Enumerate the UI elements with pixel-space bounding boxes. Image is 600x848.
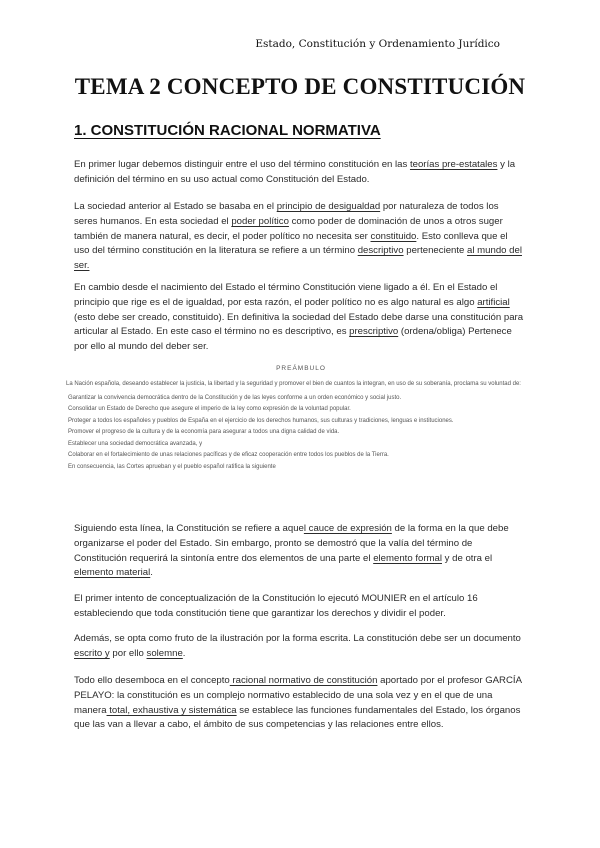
preamble-title: PREÁMBULO [276,365,326,372]
paragraph-4 [74,522,524,581]
underlined-term: al mundo del ser. [74,245,522,272]
preamble-item: Consolidar un Estado de Derecho que asegure el imperio de la ley como expresión de la voluntad popular. [68,406,351,412]
preamble-item: Promover el progreso de la cultura y de la economía para asegurar a todos una digna calidad de vida. [68,429,340,435]
underlined-term: constituido [370,230,417,242]
text-run: perteneciente [403,245,468,257]
text-run: . [150,567,153,579]
paragraph-1 [74,158,524,188]
preamble-item: Proteger a todos los españoles y pueblos de España en el ejercicio de los derechos humanos, sus culturas y tradiciones, lenguas e instituciones. [68,417,454,424]
text-run: En cambio desde el nacimiento del Estado el término Constitución viene ligado a él. En el Estado el principio que rige es el de igualdad, por esta razón, el poder político no es algo natural es algo [74,282,498,308]
text-run: por ello [109,647,147,659]
text-run: (ordena/obliga) Pertenece por ello al mundo del deber ser. [74,326,512,353]
underlined-term: escrito y [74,647,110,659]
text-run: . [182,647,186,659]
underlined-term: principio de desigualdad [276,201,381,212]
running-header: Estado, Constitución y Ordenamiento Jurídico [255,38,500,50]
preamble-image [66,363,536,473]
underlined-term: elemento formal [373,552,442,564]
paragraph-3 [74,281,524,355]
paragraph-2 [74,200,524,274]
text-run: de la forma en la que debe organizarse el poder del Estado. Sin embargo, pronto se demostró que la valía del término de Constitución requerirá la sintonía entre dos elementos de una parte el [74,523,509,564]
underlined-term: solemne [146,647,183,659]
preamble-item: En consecuencia, las Cortes aprueban y el pueblo español ratifica la siguiente [68,463,276,470]
text-run: se establece las funciones fundamentales del Estado, los órganos que las van a llevar a cabo, el ámbito de sus competencias y las relaciones entre ellos. [74,704,521,731]
paragraph-7 [74,674,524,733]
paragraph-5 [74,592,524,622]
text-run: y la definición del término en su uso actual como Constitución del Estado. [74,159,516,185]
preamble-item: Colaborar en el fortalecimiento de unas relaciones pacíficas y de eficaz cooperación entre todos los pueblos de la Tierra. [68,452,389,458]
underlined-term: l cauce de expresión [303,523,392,534]
text-run: (esto debe ser creado, constituido). En definitiva la sociedad del Estado debe darse una constitución para articular al Estado. En este caso el término no es descriptivo, es [74,311,524,338]
underlined-term: elemento material [74,567,151,579]
section-heading: 1. CONSTITUCIÓN RACIONAL NORMATIVA [74,122,381,139]
paragraph-6 [74,632,524,662]
text-run: Todo ello desemboca en el concepto [74,675,230,686]
underlined-term: racional normativo de constitución [229,675,378,686]
text-run: En primer lugar debemos distinguir entre el uso del término constitución en las [74,159,410,170]
underlined-term: artificial [477,296,510,308]
underlined-term: total, exhaustiva y sistemática [106,704,237,716]
preamble-intro: La Nación española, deseando establecer la justicia, la libertad y la seguridad y promover el bien de cuantos la integran, en uso de su soberanía, proclama su voluntad de: [66,380,521,387]
text-run: aportado por el profesor GARCÍA PELAYO: la constitución es un complejo normativo establecido de una sola vez y en el que de una manera [74,675,522,716]
preamble-item: Establecer una sociedad democrática avanzada, y [68,440,203,447]
underlined-term: prescriptivo [349,326,399,338]
underlined-term: teorías pre-estatales [409,159,498,170]
text-run: Además, se opta como fruto de la ilustración por la forma escrita. La constitución debe ser un documento [74,633,521,644]
underlined-term: poder político [231,215,289,227]
text-run: La sociedad anterior al Estado se basaba en el [74,201,277,212]
text-run: . Esto conlleva que el uso del término constitución en la literatura se refiere a un término [74,230,508,257]
text-run: como poder de dominación de unos a otros suger también de manera natural, es decir, el poder político no necesita ser [74,215,503,242]
preamble-item: Garantizar la convivencia democrática dentro de la Constitución y de las leyes conforme a un orden económico y social justo. [68,394,402,401]
text-run: y de otra el [441,552,493,564]
text-run: por naturaleza de todos los seres humanos. En esta sociedad el [74,201,499,227]
underlined-term: descriptivo [357,245,404,257]
text-run: Siguiendo esta línea, la Constitución se refiere a aque [74,523,304,534]
text-run: El primer intento de conceptualización de la Constitución lo ejecutó MOUNIER en el artículo 16 estableciendo que toda constitución tiene que garantizar los derechos y dividir el poder. [74,593,478,619]
document-title: TEMA 2 CONCEPTO DE CONSTITUCIÓN [74,74,526,99]
